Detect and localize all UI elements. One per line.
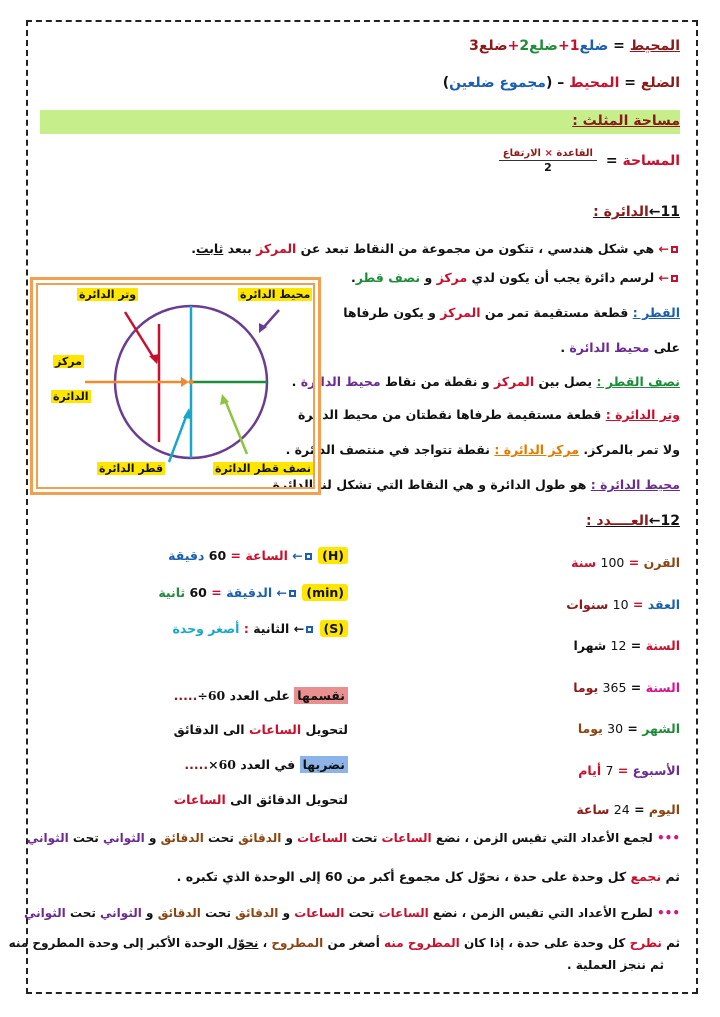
minutes-to-hours: لتحويل الدقائق الى الساعات <box>173 792 348 807</box>
square-bullet-icon <box>671 275 678 282</box>
diameter-definition-cont: على محيط الدائرة . <box>560 340 680 355</box>
area-fraction: $\frac{\text{القاعدة × الارتفاع}}{2}$ <box>499 148 597 174</box>
circumference-definition: محيط الدائرة : هو طول الدائرة و هي النقاط التي تشكل لنا الدائرة <box>272 477 680 492</box>
unit-year-months: السنة = 12 شهرا <box>573 638 680 653</box>
square-bullet-icon <box>671 246 678 253</box>
square-bullet-icon <box>289 590 296 597</box>
chord-definition: وتر الدائرة : قطعة مستقيمة طرفاها نقطتان من محيط الدائرة <box>297 407 680 422</box>
circle-heading: 11←الدائرة : <box>593 204 680 220</box>
unit-year-days: السنة = 365 يوما <box>573 680 680 695</box>
subtraction-rule-end: ثم ننجز العملية . <box>566 958 664 972</box>
center-point <box>189 380 194 385</box>
fraction-numerator: القاعدة × الارتفاع <box>499 148 597 161</box>
square-bullet-icon <box>305 553 312 560</box>
radius-definition: نصف القطر : يصل بين المركز و نقطة من نقاط محيط الدائرة . <box>291 374 680 389</box>
diameter-definition: القطر : قطعة مستقيمة تمر من المركز و يكون طرفاها <box>343 305 680 320</box>
subtraction-rule-cont: ثم نطرح كل وحدة على حدة ، إذا كان المطروح منه أصغر من المطروح ، نحوّل الوحدة الأكبر إلى وحدة المطروح منه <box>8 936 680 950</box>
circle-diagram-figure <box>33 280 318 492</box>
circle-definition: ← هي شكل هندسي ، تتكون من مجموعة من النقاط تبعد عن المركز ببعد ثابت. <box>191 241 680 256</box>
triangle-area-heading: مساحة المثلث : <box>572 113 680 129</box>
square-bullet-icon <box>306 626 313 633</box>
chord-arrowhead-icon <box>149 354 159 364</box>
hours-to-minutes: لتحويل الساعات الى الدقائق <box>173 722 348 737</box>
area-formula: المساحة = $\frac{\text{القاعدة × الارتفاع}}{2}$ <box>495 148 680 174</box>
diameter-pointer-arrow <box>169 414 187 462</box>
divide-rule: نقسمها على العدد 60÷..... <box>174 688 348 703</box>
perimeter-formula: المحيط = ضلع1+ضلع2+ضلع3 <box>469 38 680 54</box>
time-unit-second: (S) ← الثانية : أصغر وحدة <box>173 621 348 636</box>
circumference-pointer-arrow <box>263 310 279 328</box>
unit-month: الشهر = 30 يوما <box>577 721 680 736</box>
count-heading: 12←العــــدد : <box>585 513 680 529</box>
addition-rule-cont: ثم نجمع كل وحدة على حدة ، نحوّل كل مجموع أكبر من 60 إلى الوحدة الذي تكبره . <box>176 869 680 884</box>
circle-drawing-rule: ← لرسم دائرة يجب أن يكون لدي مركز و نصف قطر. <box>351 270 680 285</box>
circumference-label: محيط الدائرة <box>240 288 311 301</box>
side-formula: الضلع = المحيط – (مجموع ضلعين) <box>442 75 680 91</box>
multiply-rule: نضربها في العدد 60×..... <box>184 757 348 772</box>
addition-rule: ••• لجمع الأعداد التي تقيس الزمن ، نضع الساعات تحت الساعات و الدقائق تحت الدقائق و الثواني تحت الثواني <box>26 831 680 845</box>
unit-century: القرن = 100 سنة <box>571 555 680 570</box>
circle-diagram <box>30 277 321 495</box>
unit-day: اليوم = 24 ساعة <box>576 802 680 817</box>
center-arrowhead-icon <box>181 377 189 387</box>
center-definition: ولا تمر بالمركز. مركز الدائرة : نقطة تتواجد في منتصف الدائرة . <box>285 442 680 457</box>
unit-decade: العقد = 10 سنوات <box>566 597 680 612</box>
diameter-label: قطر الدائرة <box>99 462 164 475</box>
unit-week: الأسبوع = 7 أيام <box>578 763 680 778</box>
time-unit-hour: (H) ← الساعة = 60 دقيقة <box>168 548 348 563</box>
time-unit-minute: (min) ← الدقيقة = 60 ثانية <box>158 585 348 600</box>
center-label-line1: مركز <box>55 355 82 368</box>
chord-label: وتر الدائرة <box>79 288 137 301</box>
radius-pointer-arrow <box>225 400 247 454</box>
subtraction-rule: ••• لطرح الأعداد التي تقيس الزمن ، نضع الساعات تحت الساعات و الدقائق تحت الدقائق و الثواني تحت الثواني <box>23 906 680 920</box>
center-label-line2: الدائرة <box>53 390 89 403</box>
radius-label: نصف قطر الدائرة <box>215 462 311 475</box>
